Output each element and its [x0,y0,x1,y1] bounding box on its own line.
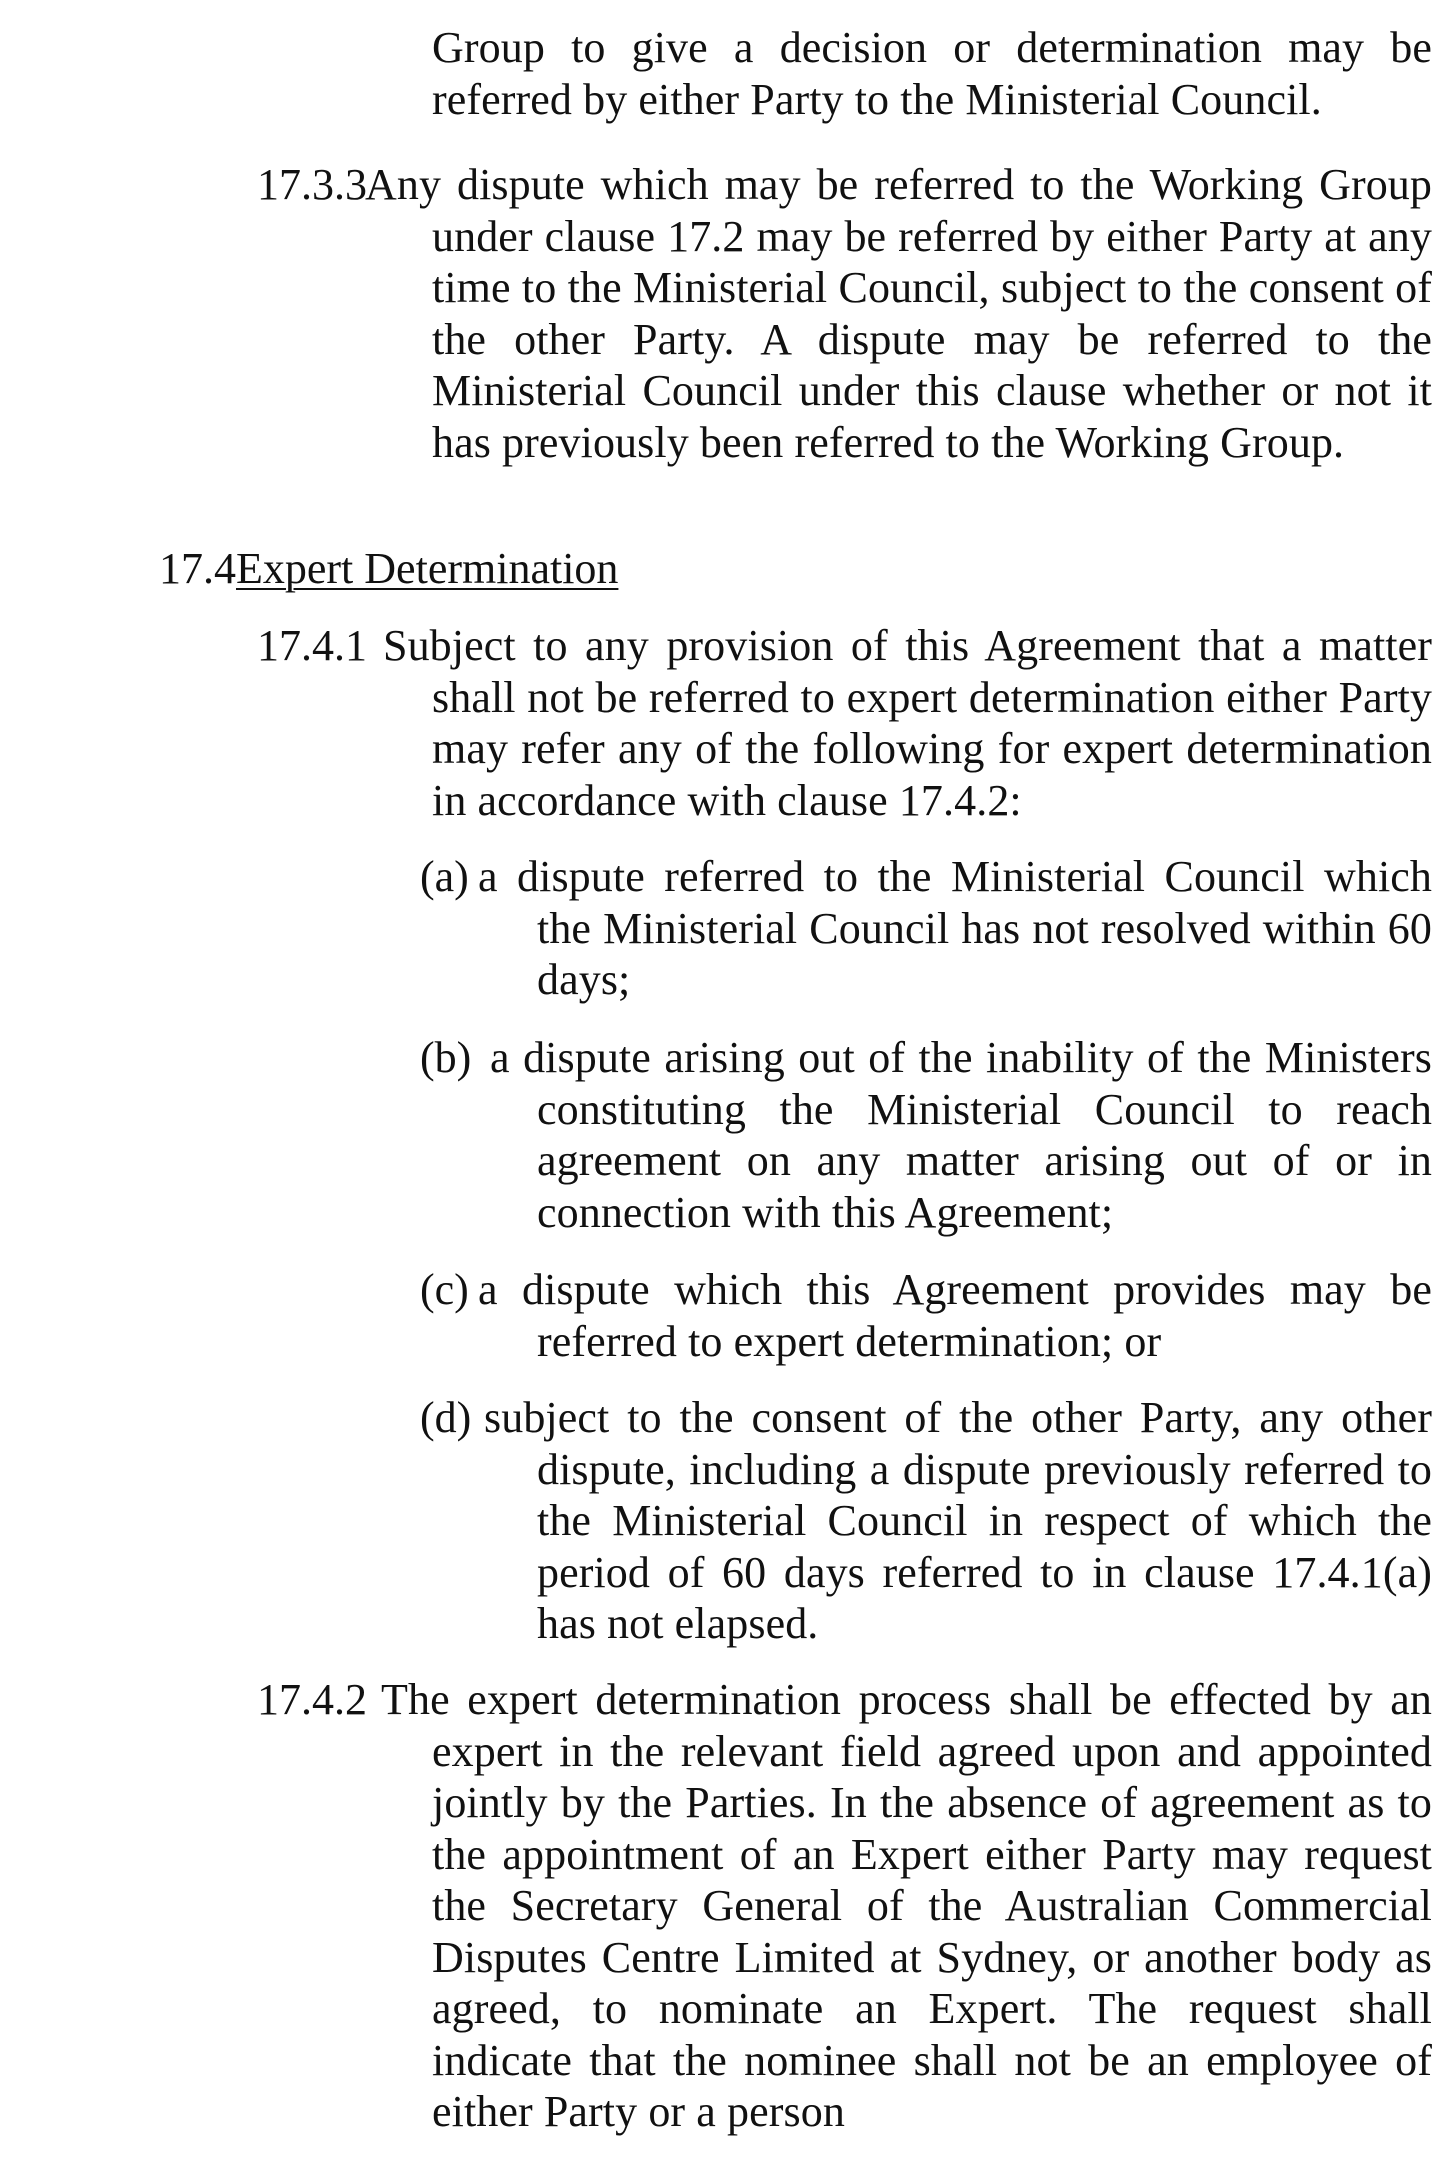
item-b-text: a dispute arising out of the inability of the Ministers constituting the Ministerial Council to reach agreement on any matter arising out of or in connection with this Agreement; [490,1033,1432,1237]
item-label-c: (c) [420,1265,469,1314]
item-d-text: subject to the consent of the other Party, any other dispute, including a dispute previously referred to the Ministerial Council in respect of which the period of 60 days referred to in clause 17.4.1(a) has not elapsed. [484,1393,1432,1648]
clause-number-17-3-3: 17.3.3 [257,160,367,209]
item-a-text: a dispute referred to the Ministerial Council which the Ministerial Council has not resolved within 60 days; [478,852,1432,1004]
clause-17-3-2-continuation: Group to give a decision or determination may be referred by either Party to the Ministerial Council. [432,23,1432,124]
clause-17-4-1-text: Subject to any provision of this Agreement that a matter shall not be referred to expert determination either Party may refer any of the following for expert determination in accordance with clause 17.4.2: [383,621,1432,825]
item-label-b: (b) [420,1033,472,1082]
item-label-a: (a) [420,852,469,901]
section-heading-17-4 [159,543,618,595]
item-label-d: (d) [420,1393,472,1442]
section-title-expert-determination: Expert Determination [236,544,619,593]
clause-17-3-3-text: Any dispute which may be referred to the Working Group under clause 17.2 may be referred by either Party at any time to the Ministerial Council, subject to the consent of the other Party. A dispute may be referred to the Ministerial Council under this clause whether or not it has previously been referred to the Working Group. [365,160,1432,467]
clause-17-4-2-text: The expert determination process shall be effected by an expert in the relevant field agreed upon and appointed jointly by the Parties. In the absence of agreement as to the appointment of an Expert either Party may request the Secretary General of the Australian Commercial Disputes Centre Limited at Sydney, or another body as agreed, to nominate an Expert. The request shall indicate that the nominee shall not be an employee of either Party or a person [381,1675,1432,2136]
item-c-text: a dispute which this Agreement provides may be referred to expert determination; or [478,1265,1432,1366]
clause-number-17-4-1: 17.4.1 [257,621,367,670]
section-number-17-4: 17.4 [159,544,236,593]
clause-number-17-4-2: 17.4.2 [257,1675,367,1724]
